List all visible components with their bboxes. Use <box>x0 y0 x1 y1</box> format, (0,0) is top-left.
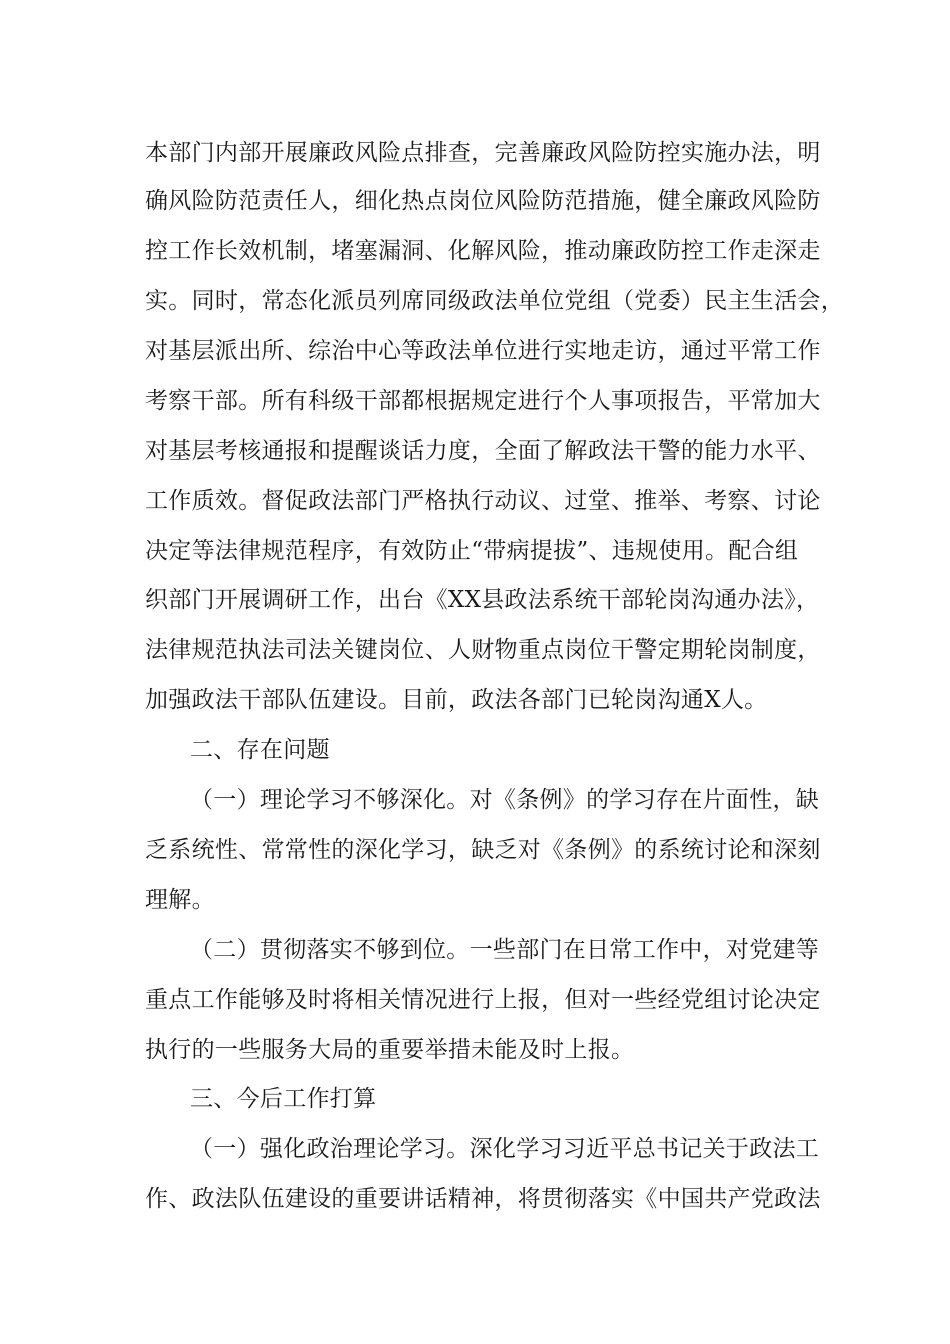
body-text-line: 对基层考核通报和提醒谈话力度，全面了解政法干警的能力水平、 <box>145 438 821 464</box>
subsection-first-line: （一）理论学习不够深化。对《条例》的学习存在片面性，缺 <box>190 787 820 813</box>
section-heading: 二、存在问题 <box>190 737 330 763</box>
subsection-first-line: （一）强化政治理论学习。深化学习习近平总书记关于政法工 <box>190 1136 820 1162</box>
body-text-line: 作、政法队伍建设的重要讲话精神，将贯彻落实《中国共产党政法 <box>145 1186 821 1212</box>
body-text-line: 工作质效。督促政法部门严格执行动议、过堂、推举、考察、讨论 <box>145 488 821 514</box>
body-text-line: 执行的一些服务大局的重要举措未能及时上报。 <box>145 1037 635 1063</box>
body-text-line: 对基层派出所、综治中心等政法单位进行实地走访，通过平常工作 <box>145 338 821 364</box>
body-text-line: 决定等法律规范程序，有效防止“带病提拔”、违规使用。配合组 <box>145 538 799 564</box>
body-text-line: 乏系统性、常常性的深化学习，缺乏对《条例》的系统讨论和深刻 <box>145 837 821 863</box>
body-text-line: 考察干部。所有科级干部都根据规定进行个人事项报告，平常加大 <box>145 388 821 414</box>
body-text-line: 重点工作能够及时将相关情况进行上报，但对一些经党组讨论决定 <box>145 987 821 1013</box>
body-text-line: 法律规范执法司法关键岗位、人财物重点岗位干警定期轮岗制度， <box>145 637 821 663</box>
body-text-line: 实。同时，常态化派员列席同级政法单位党组（党委）民主生活会， <box>145 288 844 314</box>
subsection-first-line: （二）贯彻落实不够到位。一些部门在日常工作中，对党建等 <box>190 937 820 963</box>
body-text-line: 理解。 <box>145 887 215 913</box>
body-text-line: 控工作长效机制，堵塞漏洞、化解风险，推动廉政防控工作走深走 <box>145 238 821 264</box>
body-text-line: 加强政法干部队伍建设。目前，政法各部门已轮岗沟通X人。 <box>145 687 768 713</box>
section-heading: 三、今后工作打算 <box>190 1086 377 1112</box>
body-text-line: 确风险防范责任人，细化热点岗位风险防范措施，健全廉政风险防 <box>145 188 821 214</box>
body-text-line: 织部门开展调研工作，出台《XX县政法系统干部轮岗沟通办法》， <box>145 587 820 613</box>
body-text-line: 本部门内部开展廉政风险点排查，完善廉政风险防控实施办法，明 <box>145 140 821 166</box>
